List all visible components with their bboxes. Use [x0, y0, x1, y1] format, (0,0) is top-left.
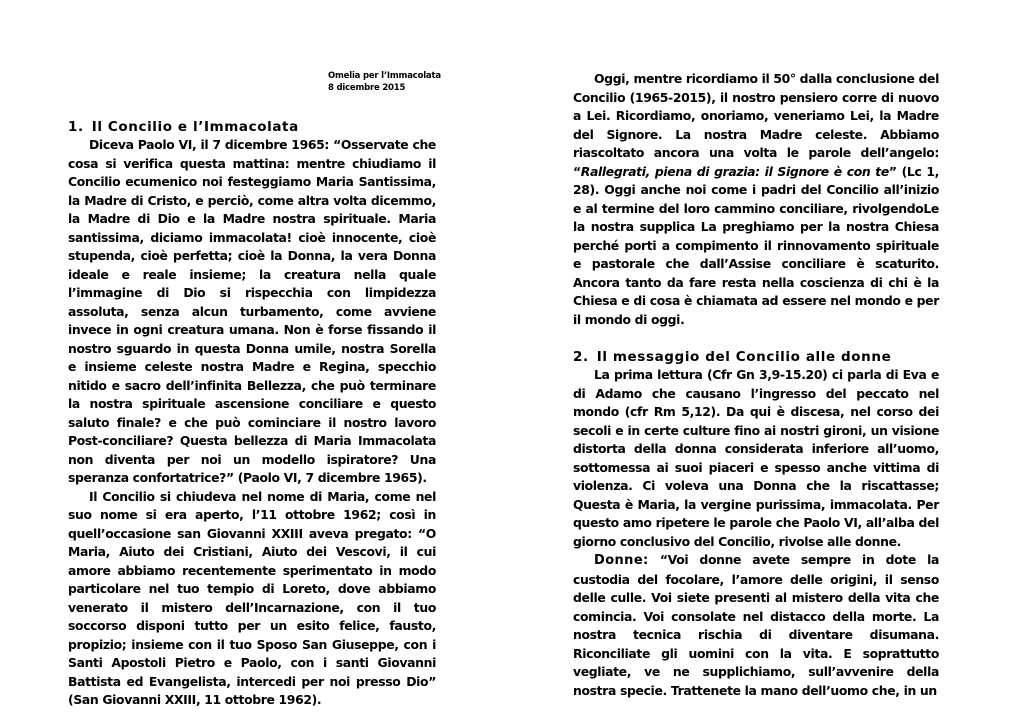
section-1-title: Il Concilio e l’Immacolata — [91, 119, 299, 135]
section-2-title: Il messaggio del Concilio alle donne — [596, 349, 892, 365]
paragraph-message-to-women — [573, 551, 939, 700]
header-date: 8 dicembre 2015 — [328, 83, 406, 93]
header-title: Omelia per l’Immacolata — [328, 71, 441, 81]
section-1-heading — [68, 118, 436, 136]
paragraph-anniversary — [573, 70, 939, 329]
section-2-number: 2. — [573, 349, 589, 365]
paragraph-giovanni-xxiii-prayer: Il Concilio si chiudeva nel nome di Maria, come nel suo nome si era aperto, l’11 ottobre 1962; così in quell’occasione san Giovanni XXIII aveva pregato: “O Maria, Aiuto dei Cristiani, Aiuto dei Vescovi, il cui amore abbiamo recentemente sperimentato in modo particolare nel tuo tempio di Loreto, dove abbiamo venerato il mistero dell’Incarnazione, con il tuo soccorso disponi tutto per un esito felice, fausto, propizio; insieme con il tuo Sposo San Giuseppe, con i Santi Apostoli Pietro e Paolo, con i santi Giovanni Battista ed Evangelista, intercedi per noi presso Dio” (San Giovanni XXIII, 11 ottobre 1962). — [68, 488, 436, 707]
right-column — [573, 70, 939, 700]
paragraph-anniversary-text-a: Oggi, mentre ricordiamo il 50° dalla conclusione del Concilio (1965-2015), il nostro pensiero corre di nuovo a Lei. Ricordiamo, onoriamo, veneriamo Lei, la Madre del Signore. La nostra Madre celeste. Abbiamo riascoltato ancora una volta le parole dell’angelo: “ — [573, 71, 940, 179]
message-to-women-text: “Voi donne avete sempre in dote la custodia del focolare, l’amore delle origini, il senso delle culle. Voi siete presenti al mistero della vita che comincia. Voi consolate nel distacco della morte. La nostra tecnica rischia di diventare disumana. Riconciliate gli uomini con la vita. E soprattutto vegliate, ve ne supplichiamo, sull’avvenire della nostra specie. Trattenete la mano dell’uomo che, in un — [573, 552, 939, 698]
document-header — [328, 70, 441, 94]
paragraph-paolo-vi-quote: Diceva Paolo VI, il 7 dicembre 1965: “Osservate che cosa si verifica questa mattina: mentre chiudiamo il Concilio ecumenico noi festeggiamo Maria Santissima, la Madre di Cristo, e perciò, come altra volta dicemmo, la Madre di Dio e la Madre nostra spirituale. Maria santissima, diciamo immacolata! cioè innocente, cioè stupenda, cioè perfetta; cioè la Donna, la vera Donna ideale e reale insieme; la creatura nella quale l’immagine di Dio si rispecchia con limpidezza assoluta, senza alcun turbamento, come avviene invece in ogni creatura umana. Non è forse fissando il nostro sguardo in questa Donna umile, nostra Sorella e insieme celeste nostra Madre e Regina, specchio nitido e sacro dell’infinita Bellezza, che può terminare la nostra spirituale ascensione conciliare e questo saluto finale? e che può cominciare il nostro lavoro Post-conciliare? Questa bellezza di Maria Immacolata non diventa per noi un modello ispiratore? Una speranza confortatrice?” (Paolo VI, 7 dicembre 1965). — [68, 137, 436, 485]
left-column — [68, 118, 436, 710]
paragraph-anniversary-text-b: ” (Lc 1, 28). Oggi anche noi come i padri del Concilio all’inizio e al termine del loro cammino conciliare, rivolgendoLe la nostra supplica La preghiamo per la nostra Chiesa perché porti a compimento il rinnovamento spirituale e pastorale che dall’Assise conciliare è scaturito. Ancora tanto da fare resta nella coscienza di chi è la Chiesa e di cosa è chiamata ad essere nel mondo e per il mondo di oggi. — [573, 163, 939, 327]
donne-lead: Donne: — [594, 553, 649, 568]
section-2-heading — [573, 348, 939, 366]
angel-greeting-quote: Rallegrati, piena di grazia: il Signore è con te — [580, 163, 889, 179]
paragraph-first-reading: La prima lettura (Cfr Gn 3,9-15.20) ci parla di Eva e di Adamo che causano l’ingresso del peccato nel mondo (cfr Rm 5,12). Da qui è discesa, nel corso dei secoli e in certe culture fino ai nostri gironi, un visione distorta della donna considerata inferiore all’uomo, sottomessa ai suoi piaceri e spesso anche vittima di violenza. Ci voleva una Donna che la riscattasse; Questa è Maria, la vergine purissima, immacolata. Per questo amo ripetere le parole che Paolo VI, all’alba del giorno conclusivo del Concilio, rivolse alle donne. — [573, 367, 939, 549]
section-1-number: 1. — [68, 119, 84, 135]
